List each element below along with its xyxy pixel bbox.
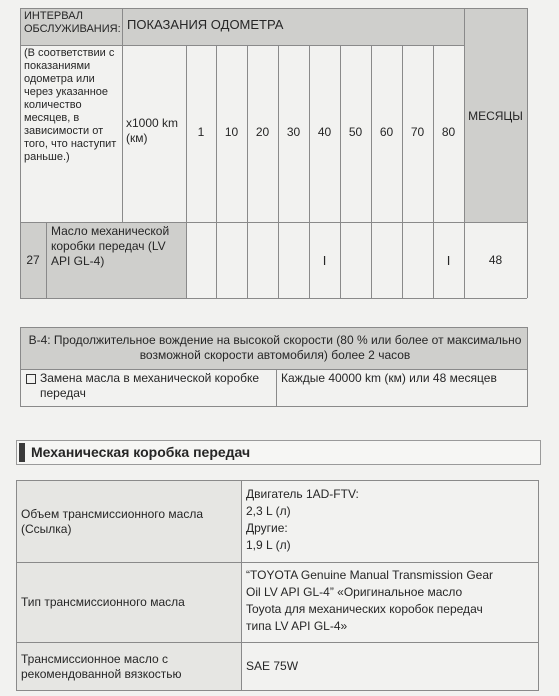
spec-label-oil-type-text: Тип трансмиссионного масла: [21, 595, 185, 609]
spec-label-capacity-text: Объем трансмиссионного масла (Ссылка): [21, 506, 204, 536]
row-mark-10: [216, 252, 247, 268]
row-mark-70: [402, 252, 433, 268]
row-mark-40: I: [322, 252, 327, 268]
section-header: [16, 440, 541, 465]
mileage-column-10: 10: [224, 124, 239, 139]
spec-value-viscosity-text: SAE 75W: [246, 659, 299, 673]
row-mark-30: [278, 252, 309, 268]
spec-value-capacity-line: 1,9 L (л): [246, 538, 291, 552]
mileage-column-30: 30: [286, 124, 301, 139]
mileage-column-80: 80: [441, 124, 456, 139]
row-mark-1: [186, 252, 216, 268]
row-number: 27: [26, 252, 40, 267]
spec-value-capacity-line: Другие:: [246, 521, 288, 535]
row-months: 48: [488, 252, 503, 267]
b4-title: B-4: Продолжительное вождение на высокой скорости (80 % или более от максимально возможной скорости автомобиля) более 2 часов: [28, 333, 522, 362]
spec-label-viscosity-text: Трансмиссионное масло с рекомендованной вязкостью: [21, 651, 182, 681]
row-mark-60: [371, 252, 402, 268]
spec-label-oil-type: [21, 563, 237, 642]
interval-header: ИНТЕРВАЛ ОБСЛУЖИВАНИЯ:: [24, 10, 121, 35]
checkbox-icon: [26, 374, 36, 384]
section-title: Механическая коробка передач: [31, 444, 251, 460]
months-header: МЕСЯЦЫ: [468, 108, 523, 123]
spec-label-viscosity: [21, 643, 237, 690]
spec-value-oil-type-line: “TOYOTA Genuine Manual Transmission Gear: [246, 568, 493, 582]
row-item: Масло механической коробки передач (LV API GL-4): [51, 224, 170, 268]
mileage-column-60: 60: [379, 124, 394, 139]
row-mark-80: I: [446, 252, 451, 268]
spec-value-capacity-line: Двигатель 1AD-FTV:: [246, 487, 359, 501]
spec-value-oil-type-line: Oil LV API GL-4” «Оригинальное масло: [246, 585, 463, 599]
spec-value-oil-type-line: типа LV API GL-4»: [246, 619, 348, 633]
condition-note: (В соответствии с показаниями одометра или через указанное количество месяцев, в зависимости от того, что наступит раньше.): [24, 47, 117, 163]
spec-value-viscosity: [246, 643, 536, 690]
section-marker: [19, 443, 25, 462]
b4-interval: Каждые 40000 km (км) или 48 месяцев: [281, 371, 497, 385]
odometer-header: ПОКАЗАНИЯ ОДОМЕТРА: [127, 17, 284, 32]
mileage-column-20: 20: [255, 124, 270, 139]
spec-value-capacity-line: 2,3 L (л): [246, 504, 291, 518]
b4-item: Замена масла в механической коробке передач: [40, 371, 260, 400]
row-mark-20: [247, 252, 278, 268]
mileage-column-40: 40: [317, 124, 332, 139]
row-mark-50: [340, 252, 371, 268]
mileage-column-1: 1: [197, 124, 205, 139]
spec-label-capacity: [21, 481, 237, 562]
unit-label: x1000 km (км): [126, 116, 179, 145]
spec-value-capacity: [246, 486, 359, 554]
spec-value-oil-type: [246, 567, 493, 635]
spec-value-oil-type-line: Toyota для механических коробок передач: [246, 602, 483, 616]
mileage-column-70: 70: [410, 124, 425, 139]
mileage-column-50: 50: [348, 124, 363, 139]
